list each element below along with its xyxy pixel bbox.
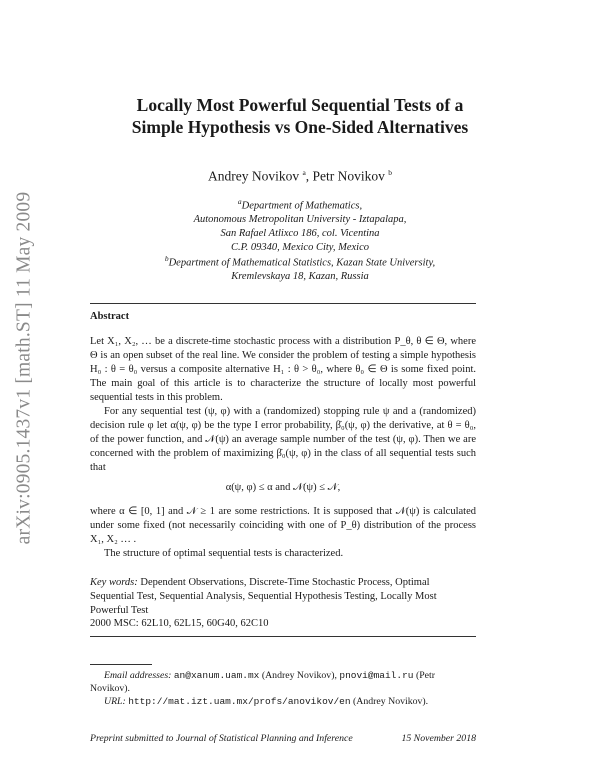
abstract-bottom-rule xyxy=(90,636,476,637)
preprint-date: 15 November 2018 xyxy=(401,733,476,744)
preprint-footer xyxy=(90,733,476,744)
homepage-link[interactable]: http://mat.izt.uam.mx/profs/anovikov/en xyxy=(128,696,351,707)
msc-codes: 2000 MSC: 62L10, 62L15, 60G40, 62C10 xyxy=(90,618,269,629)
abstract-heading: Abstract xyxy=(90,311,130,322)
affiliation-a-line: C.P. 09340, Mexico City, Mexico xyxy=(230,241,370,253)
author-1-name: Andrey Novikov xyxy=(207,168,300,184)
affiliation-b-line: Department of Mathematical Statistics, Kazan State University, xyxy=(168,257,436,269)
affiliation-b-mark: b xyxy=(164,254,169,263)
abstract-equation: α(ψ, φ) ≤ α and 𝒩(ψ) ≤ 𝒩, xyxy=(225,482,341,493)
title-line-2: Simple Hypothesis vs One-Sided Alternatives xyxy=(131,117,469,137)
keywords xyxy=(90,576,476,618)
affiliation-a-line: Autonomous Metropolitan University - Iztapalapa, xyxy=(193,214,407,226)
affiliation-a xyxy=(60,195,540,255)
url-label: URL: xyxy=(104,696,126,707)
email-owner-petr: (Petr Novikov). xyxy=(90,670,435,694)
email-owner-andrey: (Andrey Novikov), xyxy=(261,670,337,681)
abstract-top-rule xyxy=(90,303,476,304)
abstract-paragraph-3: where α ∈ [0, 1] and 𝒩 ≥ 1 are some restrictions. It is supposed that 𝒩(ψ) is calculated under some fixed (not necessarily coinciding with one of P_θ) distribution of the process X₁, X₂ … . xyxy=(90,506,476,545)
arxiv-sidebar xyxy=(4,178,44,558)
keywords-text: Dependent Observations, Discrete-Time Stochastic Process, Optimal Sequential Test, Sequential Analysis, Sequential Hypothesis Testing, Locally Most Powerful Test xyxy=(90,577,437,616)
email-link-petr[interactable]: pnovi@mail.ru xyxy=(339,670,414,681)
url-owner: (Andrey Novikov). xyxy=(353,696,429,707)
email-link-andrey[interactable]: an@xanum.uam.mx xyxy=(173,670,260,681)
footnote-emails xyxy=(90,670,476,695)
affiliation-a-line: San Rafael Atlixco 186, col. Vicentina xyxy=(220,228,380,240)
affiliation-a-line: Department of Mathematics, xyxy=(241,200,363,212)
abstract-paragraph-4: The structure of optimal sequential tests is characterized. xyxy=(104,548,344,559)
arxiv-identifier: arXiv:0905.1437v1 [math.ST] 11 May 2009 xyxy=(13,191,34,545)
preprint-journal: Preprint submitted to Journal of Statistical Planning and Inference xyxy=(90,733,353,744)
affiliation-a-mark: a xyxy=(237,197,242,206)
keywords-label: Key words: xyxy=(90,577,138,588)
affiliation-b xyxy=(60,252,540,284)
author-list: Andrey Novikov $^a$, Petr Novikov $^b$ xyxy=(207,168,393,184)
abstract-paragraph-1: Let X₁, X₂, … be a discrete-time stochastic process with a distribution P_θ, θ ∈ Θ, where Θ is an open subset of the real line. We consider the problem of testing a simple hypothesis H₀ : θ = θ₀ versus a composite alternative H₁ : θ > θ₀, where θ₀ ∈ Θ is some fixed point. The main goal of this article is to characterize the structure of locally most powerful sequential tests in this problem. xyxy=(90,336,476,403)
author-1-mark: a xyxy=(302,168,306,177)
email-label: Email addresses: xyxy=(104,670,172,681)
paper-title xyxy=(60,94,540,138)
affiliation-b-line: Kremlevskaya 18, Kazan, Russia xyxy=(231,271,369,283)
footnote-url xyxy=(90,696,476,709)
author-2-mark: b xyxy=(388,168,393,177)
footnote-rule xyxy=(90,664,152,665)
title-line-1: Locally Most Powerful Sequential Tests of a xyxy=(136,95,464,115)
abstract-paragraph-2: For any sequential test (ψ, φ) with a (randomized) stopping rule ψ and a (randomized) decision rule φ let α(ψ, φ) be the type I error probability, β̇₀(ψ, φ) the derivative, at θ = θ₀, of the power function, and 𝒩(ψ) an average sample number of the test (ψ, φ). Then we are concerned with the problem of maximizing β̇₀(ψ, φ) in the class of all sequential tests such that xyxy=(90,406,476,473)
author-2-name: Petr Novikov xyxy=(312,168,385,184)
